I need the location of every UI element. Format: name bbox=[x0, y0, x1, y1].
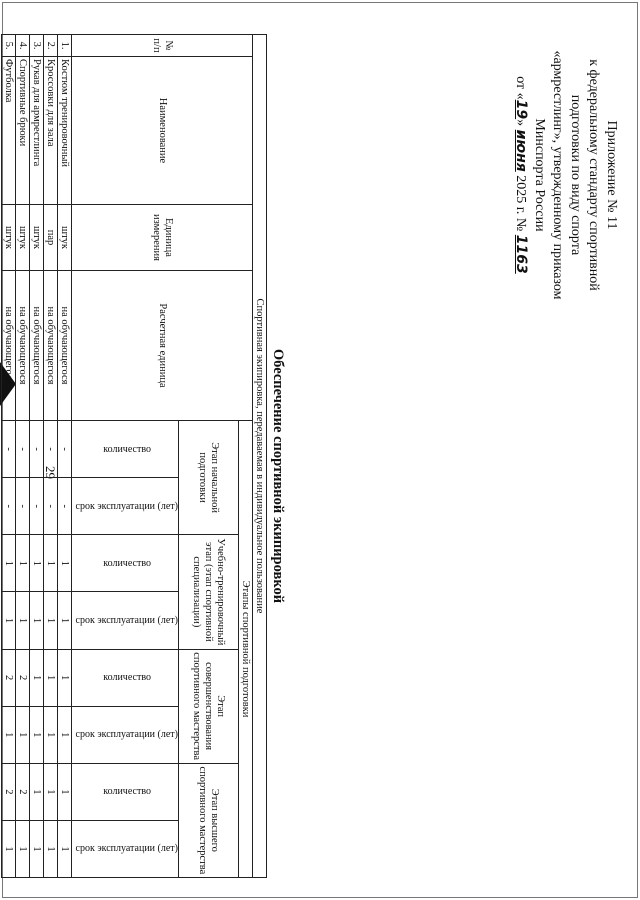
row-value: - bbox=[57, 421, 71, 478]
subheader-term bbox=[71, 592, 178, 649]
subheader-term bbox=[71, 706, 178, 763]
row-value: 1 bbox=[57, 535, 71, 592]
row-value: - bbox=[1, 478, 15, 535]
row-value: - bbox=[43, 421, 57, 478]
table-row bbox=[1, 35, 15, 878]
row-value: 1 bbox=[15, 535, 29, 592]
date-day: 19 bbox=[513, 99, 529, 120]
row-value: 1 bbox=[43, 820, 57, 877]
row-value: 2 bbox=[15, 649, 29, 706]
row-num: 1. bbox=[57, 35, 71, 57]
row-unit: штук bbox=[15, 205, 29, 271]
subheader-qty-text: количество bbox=[102, 557, 151, 569]
order-number: 1163 bbox=[513, 234, 529, 274]
row-name: Рукав для армрестлинга bbox=[29, 57, 43, 205]
row-value: 1 bbox=[1, 592, 15, 649]
row-value: 1 bbox=[57, 592, 71, 649]
row-calc: на обучающегося bbox=[29, 271, 43, 421]
subheader-term-text: срок эксплуатации (лет) bbox=[75, 729, 178, 741]
row-value: 1 bbox=[29, 649, 43, 706]
row-calc: на обучающегося bbox=[43, 271, 57, 421]
row-value: - bbox=[29, 478, 43, 535]
row-value: 1 bbox=[1, 820, 15, 877]
row-value: 1 bbox=[29, 820, 43, 877]
stage-header: Этап высшего спортивного мастерства bbox=[179, 763, 239, 877]
row-num: 4. bbox=[15, 35, 29, 57]
row-value: 1 bbox=[43, 592, 57, 649]
row-unit: штук bbox=[1, 205, 15, 271]
header-calc: Расчетная единица bbox=[71, 271, 252, 421]
row-value: 1 bbox=[15, 592, 29, 649]
row-value: 1 bbox=[43, 535, 57, 592]
date-year: 2025 г. № bbox=[513, 175, 528, 232]
row-value: 1 bbox=[57, 820, 71, 877]
row-name: Кроссовки для зала bbox=[43, 57, 57, 205]
row-value: 1 bbox=[15, 706, 29, 763]
subheader-qty-text: количество bbox=[102, 443, 151, 455]
stage-header: Этап совершенствования спортивного мастерства bbox=[179, 649, 239, 763]
row-value: 1 bbox=[57, 649, 71, 706]
table-group-header: Спортивная экипировка, передаваемая в индивидуальное пользование bbox=[253, 35, 267, 878]
row-value: - bbox=[15, 478, 29, 535]
row-value: 1 bbox=[43, 763, 57, 820]
row-value: 2 bbox=[1, 763, 15, 820]
row-value: 2 bbox=[1, 649, 15, 706]
row-unit: штук bbox=[29, 205, 43, 271]
row-value: 1 bbox=[57, 706, 71, 763]
table-row bbox=[29, 35, 43, 878]
row-value: 1 bbox=[1, 535, 15, 592]
row-calc: на обучающегося bbox=[15, 271, 29, 421]
subheader-qty bbox=[71, 649, 178, 706]
page-title: Обеспечение спортивной экипировкой bbox=[270, 348, 286, 604]
row-value: - bbox=[15, 421, 29, 478]
row-num: 2. bbox=[43, 35, 57, 57]
subheader-qty-text: количество bbox=[102, 672, 151, 684]
row-num: 5. bbox=[1, 35, 15, 57]
row-num: 3. bbox=[29, 35, 43, 57]
row-value: 1 bbox=[43, 706, 57, 763]
table-row bbox=[43, 35, 57, 878]
date-prefix: от « bbox=[513, 76, 528, 100]
appendix-date-line bbox=[511, 40, 530, 310]
equipment-table bbox=[1, 34, 267, 878]
header-num: № п/п bbox=[71, 35, 252, 57]
header-unit: Единица измерения bbox=[71, 205, 252, 271]
header-stages: Этапы спортивной подготовки bbox=[239, 421, 253, 878]
subheader-qty bbox=[71, 421, 178, 478]
row-value: 1 bbox=[29, 592, 43, 649]
table-row bbox=[57, 35, 71, 878]
appendix-line-4: «армрестлинг», утвержденному приказом bbox=[550, 50, 565, 300]
row-value: 1 bbox=[29, 535, 43, 592]
subheader-term-text: срок эксплуатации (лет) bbox=[75, 843, 178, 855]
subheader-qty-text: количество bbox=[102, 786, 151, 798]
table-row bbox=[15, 35, 29, 878]
appendix-line-3: подготовки по виду спорта bbox=[568, 94, 583, 256]
header-name: Наименование bbox=[71, 57, 252, 205]
row-unit: пар bbox=[43, 205, 57, 271]
row-value: - bbox=[1, 421, 15, 478]
row-value: - bbox=[57, 478, 71, 535]
row-value: 1 bbox=[15, 820, 29, 877]
row-value: 1 bbox=[29, 763, 43, 820]
row-value: 1 bbox=[43, 649, 57, 706]
date-month: июня bbox=[513, 129, 529, 172]
subheader-term bbox=[71, 478, 178, 535]
subheader-term-text: срок эксплуатации (лет) bbox=[75, 614, 178, 626]
row-unit: штук bbox=[57, 205, 71, 271]
row-name: Спортивные брюки bbox=[15, 57, 29, 205]
subheader-qty bbox=[71, 763, 178, 820]
stage-header: Учебно-тренировочный этап (этап спортивной специализации) bbox=[179, 535, 239, 649]
appendix-line-2: к федеральному стандарту спортивной bbox=[586, 59, 601, 291]
date-sep: » bbox=[513, 119, 528, 127]
appendix-line-5: Минспорта России bbox=[532, 118, 547, 232]
page-number: 29 bbox=[43, 466, 58, 479]
row-calc: на обучающегося bbox=[57, 271, 71, 421]
row-value: 1 bbox=[29, 706, 43, 763]
appendix-block bbox=[511, 40, 620, 310]
row-value: 2 bbox=[15, 763, 29, 820]
stage-header: Этап начальной подготовки bbox=[179, 421, 239, 535]
row-calc: на обучающегося bbox=[1, 271, 15, 421]
row-name: Футболка bbox=[1, 57, 15, 205]
subheader-qty bbox=[71, 535, 178, 592]
row-value: - bbox=[29, 421, 43, 478]
row-value: 1 bbox=[57, 763, 71, 820]
row-name: Костюм тренировочный bbox=[57, 57, 71, 205]
appendix-line-1: Приложение № 11 bbox=[604, 120, 619, 230]
row-value: - bbox=[43, 478, 57, 535]
row-value: 1 bbox=[1, 706, 15, 763]
subheader-term-text: срок эксплуатации (лет) bbox=[75, 500, 178, 512]
subheader-term bbox=[71, 820, 178, 877]
